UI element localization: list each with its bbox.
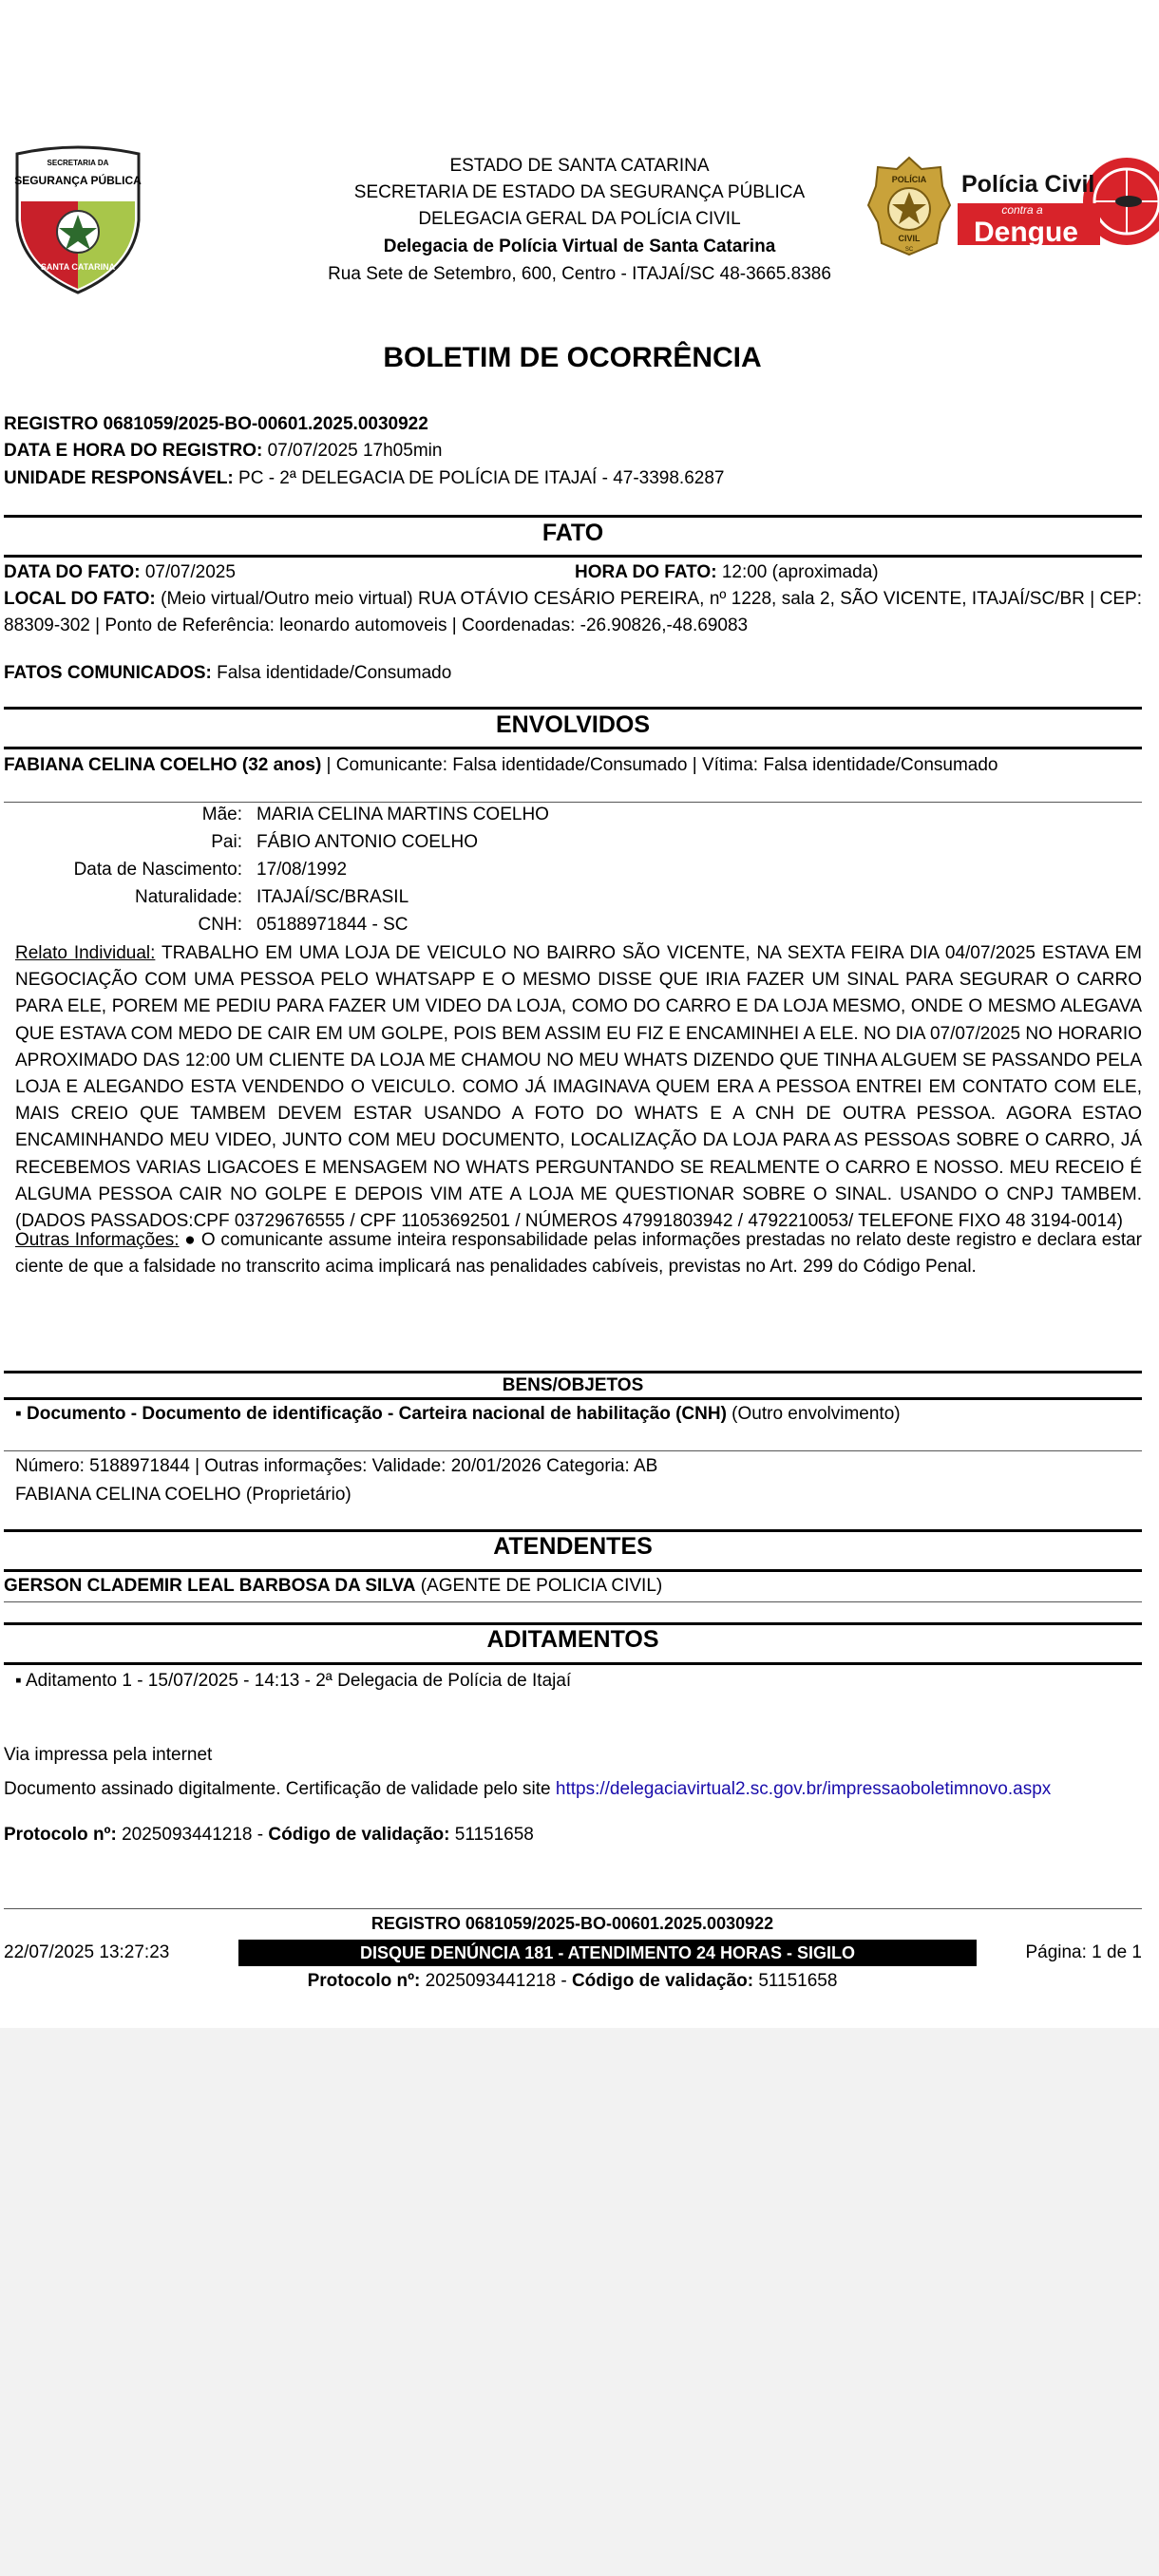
separator: - xyxy=(252,1825,269,1845)
datahora-value: 07/07/2025 17h05min xyxy=(267,441,443,461)
svg-text:SANTA CATARINA: SANTA CATARINA xyxy=(40,262,116,272)
atendente-role: (AGENTE DE POLICIA CIVIL) xyxy=(415,1576,663,1596)
outras-text: ● O comunicante assume inteira responsabilidade pelas informações prestadas no relato deste registro e declara estar ciente de que a falsidade no transcrito acima implicará nas penalidades cabíveis, previstas no Art. 299 do Código Penal. xyxy=(15,1230,1143,1278)
atendente-name: GERSON CLADEMIR LEAL BARBOSA DA SILVA xyxy=(4,1576,416,1596)
footer-codigo-value: 51151658 xyxy=(758,1971,838,1991)
dengue-campaign-icon xyxy=(956,154,1159,249)
protocolo-value: 2025093441218 xyxy=(122,1825,253,1845)
envolvidos-top-rule xyxy=(4,707,1142,710)
footer-protocolo xyxy=(0,1968,1145,1995)
envolvido-name: FABIANA CELINA COELHO (32 anos) xyxy=(4,755,322,775)
fato-data-value: 07/07/2025 xyxy=(144,562,236,582)
header-line-2: SECRETARIA DE ESTADO DA SEGURANÇA PÚBLICA xyxy=(353,182,806,202)
header-address: Rua Sete de Setembro, 600, Centro - ITAJAÍ/SC 48-3665.8386 xyxy=(328,264,831,284)
bens-title: BENS/OBJETOS xyxy=(502,1375,644,1395)
fato-data xyxy=(4,559,536,586)
field-label: Data de Nascimento: xyxy=(73,860,242,880)
comunicados-value: Falsa identidade/Consumado xyxy=(217,663,452,683)
disque-denuncia-bar: DISQUE DENÚNCIA 181 - ATENDIMENTO 24 HORAS - SIGILO xyxy=(238,1940,977,1966)
bens-item-envolvimento: (Outro envolvimento) xyxy=(726,1404,901,1424)
svg-text:SECRETARIA DA: SECRETARIA DA xyxy=(47,159,109,167)
datahora-label: DATA E HORA DO REGISTRO: xyxy=(4,441,263,461)
footer-codigo-label: Código de validação: xyxy=(571,1971,754,1991)
footer-pagina: Página: 1 de 1 xyxy=(1025,1942,1142,1962)
field-value-cnh: 05188971844 - SC xyxy=(256,915,408,935)
outras-label: Outras Informações: xyxy=(15,1230,180,1250)
outras-informacoes xyxy=(15,1227,1142,1280)
protocolo-label: Protocolo nº: xyxy=(4,1825,117,1845)
field-label: Pai: xyxy=(211,832,242,852)
field-value-mae: MARIA CELINA MARTINS COELHO xyxy=(256,805,549,824)
envolvidos-title: ENVOLVIDOS xyxy=(495,711,651,738)
aditamento-item: ▪ Aditamento 1 - 15/07/2025 - 14:13 - 2ª Delegacia de Polícia de Itajaí xyxy=(15,1671,572,1691)
codigo-value: 51151658 xyxy=(454,1825,534,1845)
footer-timestamp: 22/07/2025 13:27:23 xyxy=(4,1942,170,1962)
codigo-label: Código de validação: xyxy=(268,1825,450,1845)
atendente-divider xyxy=(4,1601,1142,1602)
field-label: Naturalidade: xyxy=(134,887,242,907)
comunicados-label: FATOS COMUNICADOS: xyxy=(4,663,212,683)
svg-text:CIVIL: CIVIL xyxy=(898,234,921,243)
envolvido-roles: | Comunicante: Falsa identidade/Consumado | Vítima: Falsa identidade/Consumado xyxy=(321,755,998,775)
fato-hora-label: HORA DO FATO: xyxy=(575,562,717,582)
svg-text:contra a: contra a xyxy=(1001,203,1043,217)
assinatura-digital xyxy=(4,1776,1142,1803)
relato-label: Relato Individual: xyxy=(15,943,156,963)
envolvido-header xyxy=(4,752,1142,779)
validation-link[interactable]: https://delegaciavirtual2.sc.gov.br/impressaoboletimnovo.aspx xyxy=(555,1779,1052,1799)
policia-civil-contra-dengue-logo xyxy=(956,154,1159,249)
field-value-pai: FÁBIO ANTONIO COELHO xyxy=(256,832,478,852)
fato-hora-value: 12:00 (aproximada) xyxy=(721,562,879,582)
header-line-1: ESTADO DE SANTA CATARINA xyxy=(449,156,710,176)
fato-local xyxy=(4,586,1142,639)
envolvido-divider xyxy=(4,802,1142,803)
relato-individual xyxy=(15,940,1142,1235)
field-value-nascimento: 17/08/1992 xyxy=(256,860,348,880)
atendente xyxy=(4,1573,1142,1600)
aditamentos-top-rule xyxy=(4,1622,1142,1625)
field-label: CNH: xyxy=(198,915,242,935)
fato-hora xyxy=(575,559,1140,586)
aditamentos-bottom-rule xyxy=(4,1662,1142,1665)
bens-top-rule xyxy=(4,1371,1142,1373)
fato-data-label: DATA DO FATO: xyxy=(4,562,141,582)
bens-divider xyxy=(4,1450,1142,1451)
fato-local-label: LOCAL DO FATO: xyxy=(4,589,156,609)
fato-title: FATO xyxy=(542,520,604,546)
svg-text:SC: SC xyxy=(904,247,914,253)
svg-text:Polícia Civil: Polícia Civil xyxy=(961,171,1095,198)
svg-text:SEGURANÇA PÚBLICA: SEGURANÇA PÚBLICA xyxy=(14,174,142,187)
field-label: Mãe: xyxy=(201,805,242,824)
aditamentos-title: ADITAMENTOS xyxy=(486,1626,659,1653)
footer-protocolo-value: 2025093441218 xyxy=(425,1971,557,1991)
document-title: BOLETIM DE OCORRÊNCIA xyxy=(383,342,762,373)
unidade-label: UNIDADE RESPONSÁVEL: xyxy=(4,468,234,488)
bens-item-title: ▪ Documento - Documento de identificação - Carteira nacional de habilitação (CNH) xyxy=(15,1404,727,1424)
via-impressa: Via impressa pela internet xyxy=(4,1745,213,1765)
field-value-naturalidade: ITAJAÍ/SC/BRASIL xyxy=(256,887,409,907)
fatos-comunicados xyxy=(4,660,1142,687)
atendentes-top-rule xyxy=(4,1529,1142,1532)
bens-detail: Número: 5188971844 | Outras informações: Validade: 20/01/2026 Categoria: AB xyxy=(15,1456,658,1476)
relato-text: TRABALHO EM UMA LOJA DE VEICULO NO BAIRRO SÃO VICENTE, NA SEXTA FEIRA DIA 04/07/2025 ESTAVA EM NEGOCIAÇÃO COM UMA PESSOA PELO WHATSAPP E O MESMO DISSE QUE IRIA FAZER UM SINAL PARA SEGURAR O CARRO PARA ELE, POREM ME PEDIU PARA FAZER UM VIDEO DA LOJA, COMO DO CARRO E DA LOJA MESMO, ONDE O MESMO ALEGAVA QUE ESTAVA COM MEDO DE CAIR EM UM GOLPE, POIS BEM ASSIM EU FIZ E ENCAMINHEI A ELE. NO DIA 07/07/2025 NO HORARIO APROXIMADO DAS 12:00 UM CLIENTE DA LOJA ME CHAMOU NO MEU WHATS DIZENDO QUE TINHA ALGUEM SE PASSANDO PELA LOJA E ALEGANDO ESTA VENDENDO O VEICULO. COMO JÁ IMAGINAVA QUEM ERA A PESSOA ENTREI EM CONTATO COM ELE, MAIS CREIO QUE TAMBEM DEVEM ESTAR USANDO A FOTO DO WHATS E A CNH DE OUTRA PESSOA. AGORA ESTAO ENCAMINHANDO MEU VIDEO, JUNTO COM MEU DOCUMENTO, LOCALIZAÇÃO DA LOJA PARA AS PESSOAS SOBRE O CARRO, JÁ RECEBEMOS VARIAS LIGACOES E MENSAGEM NO WHATS PERGUNTANDO SE REALMENTE O CARRO E NOSSO. MEU RECEIO É ALGUMA PESSOA CAIR NO GOLPE E DEPOIS VIM ATE A LOJA ME QUESTIONAR SOBRE O SINAL. USANDO O CNPJ TAMBEM. (DADOS PASSADOS:CPF 03729676555 / CPF 11053692501 / NÚMEROS 47991803942 / 4792210053/ TELEFONE FIXO 48 3194-0014) xyxy=(15,943,1142,1232)
svg-text:Dengue: Dengue xyxy=(973,217,1079,248)
registro-number: REGISTRO 0681059/2025-BO-00601.2025.0030922 xyxy=(4,414,428,434)
seguranca-publica-logo xyxy=(11,144,144,296)
svg-text:POLÍCIA: POLÍCIA xyxy=(891,175,927,184)
unidade-value: PC - 2ª DELEGACIA DE POLÍCIA DE ITAJAÍ - 47-3398.6287 xyxy=(238,468,725,488)
fato-top-rule xyxy=(4,515,1142,518)
atendentes-bottom-rule xyxy=(4,1569,1142,1572)
bens-bottom-rule xyxy=(4,1397,1142,1400)
registro-unidade xyxy=(4,465,1142,492)
assinatura-text: Documento assinado digitalmente. Certificação de validade pelo site xyxy=(4,1779,556,1799)
protocolo-line xyxy=(4,1822,1142,1848)
shield-icon xyxy=(11,144,144,296)
fato-local-value: (Meio virtual/Outro meio virtual) RUA OTÁVIO CESÁRIO PEREIRA, nº 1228, sala 2, SÃO VICENTE, ITAJAÍ/SC/BR | CEP: 88309-302 | Ponto de Referência: leonardo automoveis | Coordenadas: -26.90826,-48.69083 xyxy=(4,589,1143,635)
policia-civil-badge xyxy=(866,154,952,258)
footer-registro: REGISTRO 0681059/2025-BO-00601.2025.0030922 xyxy=(370,1914,774,1933)
envolvidos-bottom-rule xyxy=(4,747,1142,749)
footer-protocolo-label: Protocolo nº: xyxy=(307,1971,421,1991)
footer-separator: - xyxy=(556,1971,572,1991)
footer-rule xyxy=(4,1908,1142,1909)
bens-owner: FABIANA CELINA COELHO (Proprietário) xyxy=(15,1485,352,1505)
bens-item xyxy=(15,1401,1142,1428)
header-line-3: DELEGACIA GERAL DA POLÍCIA CIVIL xyxy=(418,209,741,229)
registro-datahora xyxy=(4,438,1142,464)
fato-bottom-rule xyxy=(4,555,1142,558)
atendentes-title: ATENDENTES xyxy=(493,1533,653,1560)
header-delegacia-virtual: Delegacia de Polícia Virtual de Santa Catarina xyxy=(383,237,776,256)
badge-icon xyxy=(866,154,952,258)
